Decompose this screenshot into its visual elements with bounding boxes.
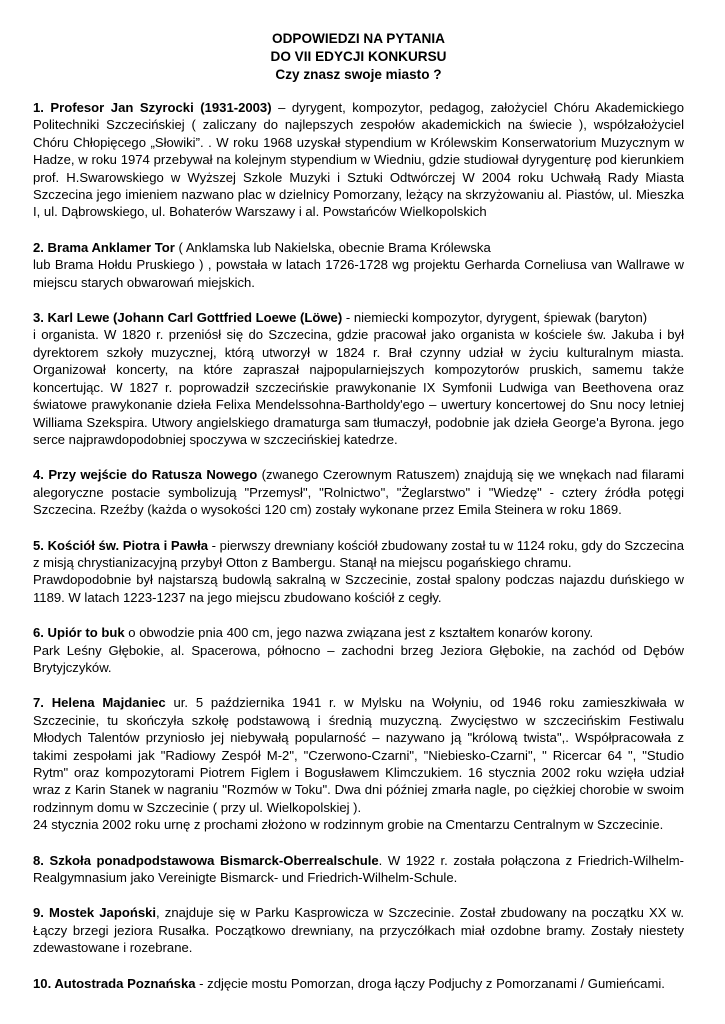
answer-paragraph: Park Leśny Głębokie, al. Spacerowa, północno – zachodni brzeg Jeziora Głębokie, na zachód od Dębów Brytyjczyków. xyxy=(33,642,684,675)
answer-text: o obwodzie pnia 400 cm, jego nazwa związana jest z kształtem konarów korony. xyxy=(124,625,594,641)
answer-paragraph: 24 stycznia 2002 roku urnę z prochami złożono w rodzinnym grobie na Cmentarzu Centralnym w Szczecinie. xyxy=(33,817,664,833)
answer-1 xyxy=(33,99,684,221)
answer-paragraph xyxy=(33,975,684,992)
answer-paragraph xyxy=(33,99,684,221)
answer-text: - zdjęcie mostu Pomorzan, droga łączy Podjuchy z Pomorzanami / Gumieńcami. xyxy=(195,975,665,991)
answer-paragraph: Prawdopodobnie był najstarszą budowlą sakralną w Szczecinie, został spalony podczas najazdu duńskiego w 1189. W latach 1223-1237 na jego miejscu zbudowano kościół z cegły. xyxy=(33,572,684,605)
answer-text: - pierwszy drewniany kościół zbudowany został tu w 1124 roku, gdy do Szczecina z misją chrystianizacyjną przybył Otton z Bambergu. Stanął na miejscu pogańskiego chramu. xyxy=(33,537,684,570)
answer-6 xyxy=(33,624,684,676)
answer-text: – dyrygent, kompozytor, pedagog, założyciel Chóru Akademickiego Politechniki Szczecińskiej ( zaliczany do najlepszych zespołów akademickich na świecie ), współzałożyciel Chóru Chłopięcego „Słowiki”. . W roku 1968 uzyskał stypendium w Królewskim Konserwatorium Muzycznym w Hadze, w roku 1974 przebywał na kolejnym stypendium w Wiedniu, gdzie studiował dyrygenturę pod kierunkiem prof. H.Swarowskiego w Wyższej Szkole Muzyki i Sztuki Odtwórczej W 2004 roku Uchwałą Rady Miasta Szczecina jego imieniem nazwano plac w dzielnicy Pomorzany, leżący na skrzyżowaniu al. Piastów, ul. Mieszka I, ul. Dąbrowskiego, ul. Bohaterów Warszawy i al. Powstańców Wielkopolskich xyxy=(33,100,684,220)
answer-paragraph xyxy=(33,694,684,816)
answer-text: . W 1922 r. została połączona z Friedrich-Wilhelm-Realgymnasium jako Vereinigte Bismarck- und Friedrich-Wilhelm-Schule. xyxy=(33,852,684,886)
header-line-1: ODPOWIEDZI NA PYTANIA xyxy=(272,31,445,46)
answer-text: (zwanego Czerownym Ratuszem) znajdują się we wnękach nad filarami alegoryczne postacie symbolizują "Przemysł", "Rolnictwo", "Żeglarstwo" i "Wiedzę" - cztery źródła potęgi Szczecina. Rzeźby (każda o wysokości 120 cm) zostały wykonane przez Emila Steinera w roku 1869. xyxy=(33,467,684,518)
answer-8 xyxy=(33,852,684,887)
answer-paragraph xyxy=(33,904,684,956)
answer-title: 8. Szkoła ponadpodstawowa Bismarck-Oberrealschule xyxy=(33,852,379,868)
answer-title: 6. Upiór to buk xyxy=(33,625,125,641)
answer-title: 3. Karl Lewe (Johann Carl Gottfried Loewe (Löwe) xyxy=(33,310,343,326)
answer-paragraph xyxy=(33,624,684,641)
answer-9 xyxy=(33,904,684,956)
document-header xyxy=(33,30,684,84)
answer-paragraph xyxy=(33,309,684,326)
answer-title: 7. Helena Majdaniec xyxy=(33,695,166,711)
answer-7 xyxy=(33,694,684,833)
answer-title: 9. Mostek Japoński xyxy=(33,905,157,921)
answer-paragraph xyxy=(33,239,684,256)
header-line-2: DO VII EDYCJI KONKURSU xyxy=(270,49,447,64)
answer-text: ( Anklamska lub Nakielska, obecnie Brama Królewska xyxy=(174,239,491,255)
answer-paragraph xyxy=(33,466,684,518)
answer-paragraph xyxy=(33,537,684,572)
answer-title: 5. Kościół św. Piotra i Pawła xyxy=(33,537,208,553)
answer-4 xyxy=(33,466,684,518)
answer-title: 1. Profesor Jan Szyrocki (1931-2003) xyxy=(33,100,272,115)
header-line-3: Czy znasz swoje miasto ? xyxy=(275,67,442,82)
answer-title: 2. Brama Anklamer Tor xyxy=(33,239,175,255)
answer-paragraph: i organista. W 1820 r. przeniósł się do Szczecina, gdzie pracował jako organista w kościele św. Jakuba i był dyrektorem szkoły muzycznej, którą utworzył w 1824 r. Brał czynny udział w życiu kulturalnym miasta. Organizował koncerty, na które zapraszał najpopularniejszych kompozytorów pruskich, samemu także koncertując. W 1827 r. poprowadził szczecińskie prawykonanie IX Symfonii Ludwiga van Beethovena oraz światowe prawykonanie dzieła Felixa Mendelssohna-Bartholdy'ego – uwertury koncertowej do Snu nocy letniej Williama Szekspira. Utwory angielskiego dramaturga sam tłumaczył, podobnie jak dzieła George'a Byrona. jego serce najprawdopodobniej spoczywa w szczecińskiej katedrze. xyxy=(33,327,684,447)
answer-text: ur. 5 października 1941 r. w Mylsku na Wołyniu, od 1946 roku zamieszkiwała w Szczecinie, tu skończyła szkołę podstawową i średnią muzyczną. Zwycięstwo w szczecińskim Festiwalu Młodych Talentów przyniosło jej niebywałą popularność – nazywano ją "królową twista",. Współpracowała z takimi zespołami jak "Radiowy Zespół M-2", "Czerwono-Czarni", "Niebiesko-Czarni", " Ricercar 64 ", "Studio Rytm" oraz kompozytorami Piotrem Figlem i Bogusławem Klimczukiem. 16 stycznia 2002 roku wzięła udział wraz z Karin Stanek w nagraniu "Rozmów w Toku". Dwa dni później zmarła nagle, po ciężkiej chorobie w swoim rodzinnym domu w Szczecinie ( przy ul. Wielkopolskiej ). xyxy=(33,695,684,815)
answer-paragraph: lub Brama Hołdu Pruskiego ) , powstała w latach 1726-1728 wg projektu Gerharda Corneliusa van Wallrawe w miejscu starych obwarowań miejskich. xyxy=(33,257,684,290)
answer-5 xyxy=(33,537,684,607)
answer-text: - niemiecki kompozytor, dyrygent, śpiewak (baryton) xyxy=(342,310,648,326)
answer-10 xyxy=(33,975,684,992)
answer-title: 10. Autostrada Poznańska xyxy=(33,975,196,991)
answer-paragraph xyxy=(33,852,684,887)
answer-2 xyxy=(33,239,684,291)
answer-title: 4. Przy wejście do Ratusza Nowego xyxy=(33,467,258,483)
answer-text: , znajduje się w Parku Kasprowicza w Szczecinie. Został zbudowany na początku XX w. Łączy brzegi jeziora Rusałka. Początkowo drewniany, na przyczółkach miał ozdobne bramy. Zostały niestety zdewastowane i rozebrane. xyxy=(33,905,684,956)
answer-3 xyxy=(33,309,684,448)
